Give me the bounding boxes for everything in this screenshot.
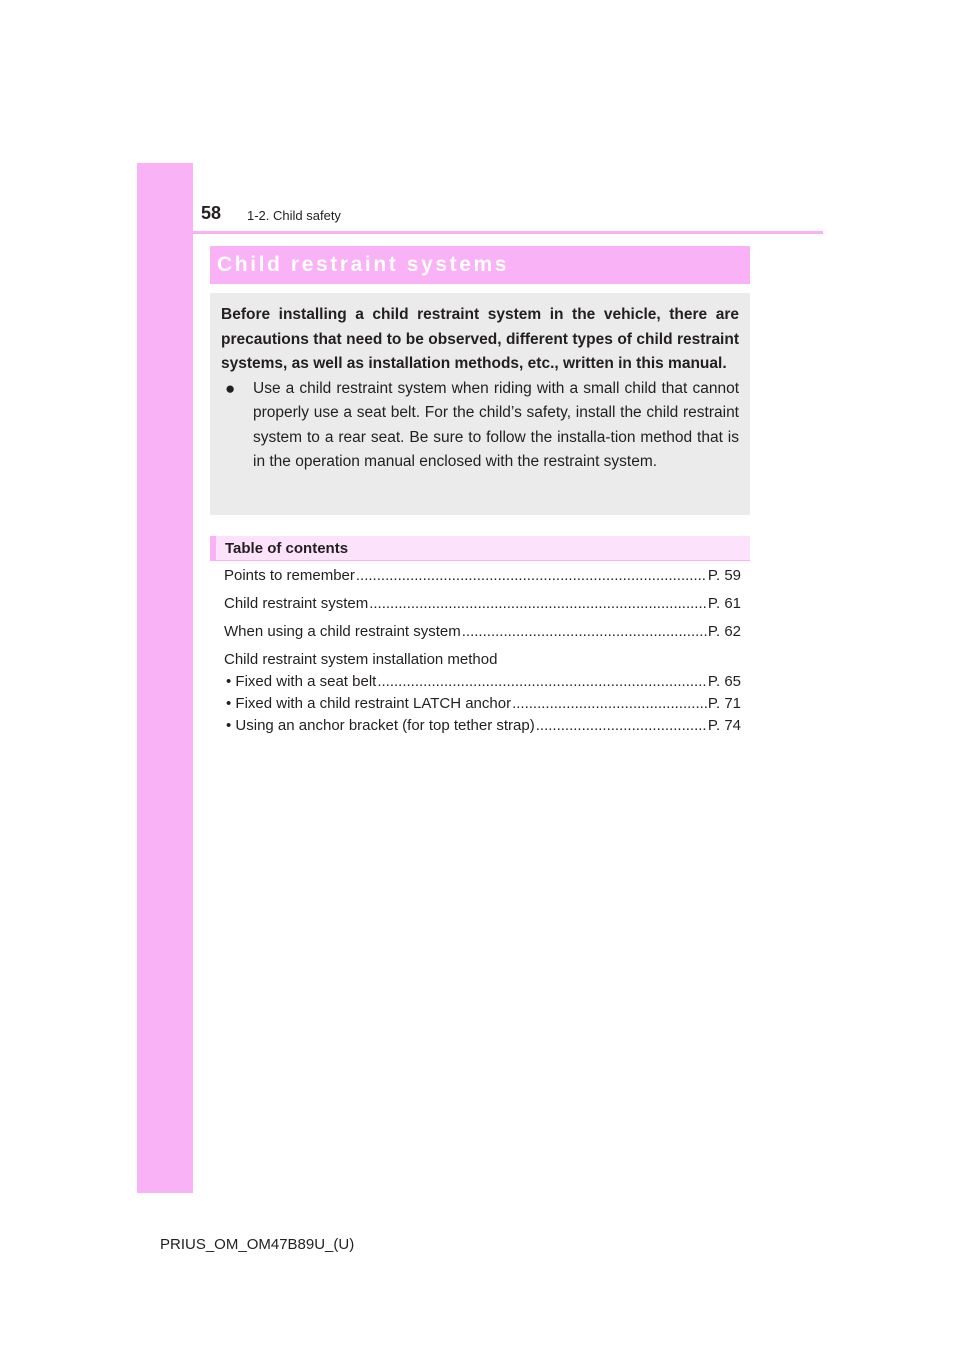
toc-group-label: Child restraint system installation method [224, 651, 498, 668]
toc-subitem-anchor-bracket[interactable] [224, 715, 741, 737]
bullet-text: Use a child restraint system when riding with a small child that cannot properly use a seat belt. For the child’s safety, install the child restraint system to a rear seat. Be sure to follow the installa-tion method that is in the operation manual enclosed with the restraint system. [253, 379, 739, 470]
toc-leader-dots [462, 621, 707, 643]
toc-item-page: P. 59 [707, 567, 741, 584]
bullet-icon: ● [225, 378, 236, 398]
header-rule [137, 231, 823, 234]
toc-subitem-seat-belt[interactable] [224, 671, 741, 693]
footer-document-code: PRIUS_OM_OM47B89U_(U) [160, 1236, 355, 1253]
toc-item-page: P. 62 [707, 623, 741, 640]
toc-subitem-page: P. 71 [707, 695, 741, 712]
intro-box [210, 293, 750, 515]
chapter-side-tab [137, 163, 193, 1193]
toc-leader-dots [356, 565, 707, 587]
toc-item-label: When using a child restraint system [224, 623, 461, 640]
section-label: 1-2. Child safety [247, 208, 341, 223]
toc-leader-dots [512, 693, 707, 715]
intro-bullet [221, 377, 739, 475]
toc-subitem-label: • Fixed with a child restraint LATCH anchor [226, 695, 512, 712]
toc-list [224, 565, 741, 737]
toc-item-child-restraint-system[interactable] [224, 593, 741, 615]
toc-item-points-to-remember[interactable] [224, 565, 741, 587]
toc-item-page: P. 61 [707, 595, 741, 612]
page-title: Child restraint systems [217, 253, 510, 276]
toc-subitem-page: P. 65 [707, 673, 741, 690]
toc-subitem-page: P. 74 [707, 717, 741, 734]
intro-text: Before installing a child restraint system in the vehicle, there are precautions that need to be observed, different types of child restraint systems, as well as installation methods, etc., written in this manual. [221, 306, 739, 372]
page-number: 58 [201, 203, 222, 223]
toc-leader-dots [377, 671, 707, 693]
toc-item-label: Child restraint system [224, 595, 369, 612]
toc-leader-dots [369, 593, 707, 615]
toc-item-label: Points to remember [224, 567, 355, 584]
toc-leader-dots [536, 715, 707, 737]
toc-item-when-using[interactable] [224, 621, 741, 643]
title-bar [210, 246, 750, 284]
toc-heading-bar [210, 536, 750, 561]
toc-heading: Table of contents [225, 539, 349, 557]
toc-subitem-label: • Fixed with a seat belt [226, 673, 377, 690]
toc-subitem-label: • Using an anchor bracket (for top tether strap) [226, 717, 535, 734]
toc-subitem-latch-anchor[interactable] [224, 693, 741, 715]
